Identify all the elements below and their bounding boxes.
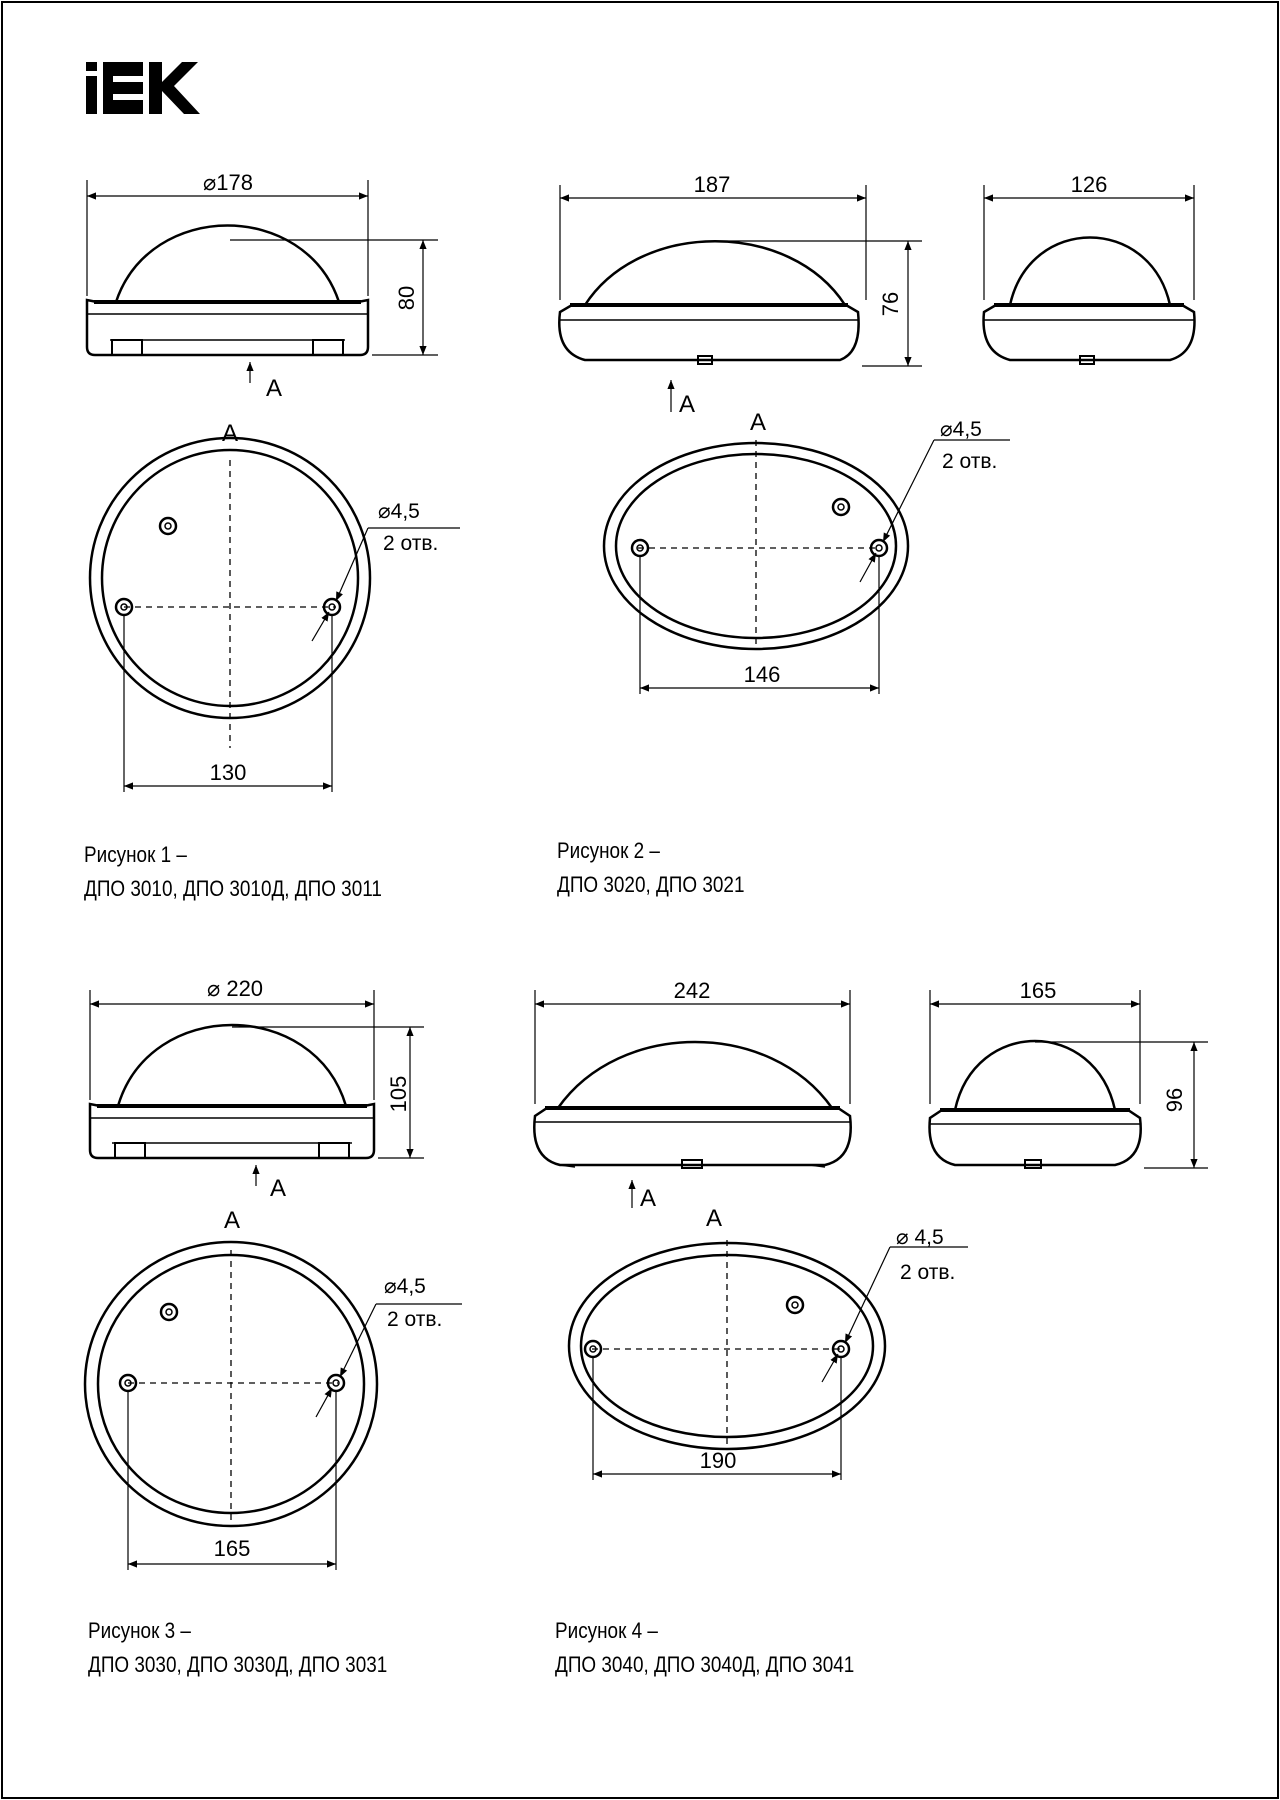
figure-2-depth-label: 126 [1070, 172, 1108, 197]
figure-2-hole-count: 2 отв. [942, 450, 998, 473]
figure-1-dimensions-bottom [124, 528, 460, 792]
figure-1-hole-count: 2 отв. [383, 532, 439, 555]
figure-2-width-label: 187 [693, 172, 731, 197]
figure-3-view-arrow-label: A [270, 1175, 287, 1202]
figure-4-hole-count: 2 отв. [900, 1261, 956, 1284]
figure-1-view-label: A [221, 420, 239, 447]
figure-2-height-label: 76 [878, 291, 903, 317]
figure-2-caption-title: Рисунок 2 – [557, 838, 660, 863]
figure-1-spacing-label: 130 [209, 760, 247, 785]
figure-1-side-labels [203, 170, 419, 402]
figure-2-side-labels [679, 172, 903, 418]
figure-3-caption [88, 1614, 387, 1682]
figure-4-view-label: A [705, 1205, 723, 1232]
figure-1-side-view [87, 226, 368, 356]
figure-3-width-label: 220 [226, 976, 264, 1001]
figure-4-caption [555, 1614, 854, 1682]
figure-4-side-view [534, 1042, 850, 1168]
svg-text:⌀ 4,5: ⌀ 4,5 [896, 1226, 944, 1249]
figure-1-caption-models: ДПО 3010, ДПО 3010Д, ДПО 3011 [84, 876, 382, 901]
figure-4-end-view [930, 1041, 1141, 1168]
figure-2-dimensions-bottom [640, 440, 1010, 694]
figure-4-caption-title: Рисунок 4 – [555, 1618, 658, 1643]
figure-3-hole-count: 2 отв. [387, 1308, 443, 1331]
figure-1-caption [84, 838, 382, 906]
figure-1-bottom-view [90, 438, 370, 748]
figure-4-hole-diameter: 4,5 [914, 1226, 944, 1249]
figure-4-bottom-view [569, 1240, 885, 1450]
figure-2-end-view [984, 238, 1195, 365]
figure-1-view-arrow-label: A [266, 375, 283, 402]
svg-text:⌀178: ⌀178 [203, 170, 253, 195]
figure-2-side-view [559, 241, 858, 364]
figure-3-hole-diameter: 4,5 [396, 1275, 426, 1298]
figure-1-height-label: 80 [394, 285, 419, 311]
figure-2-hole-diameter: 4,5 [952, 418, 982, 441]
figure-3-dimensions-side [90, 990, 424, 1186]
figure-3-dimensions-bottom [128, 1304, 462, 1570]
figure-4-width-label: 242 [673, 978, 711, 1003]
figure-4-end-labels [1020, 978, 1187, 1112]
figure-2-spacing-label: 146 [743, 662, 781, 687]
figure-4-depth-label: 165 [1019, 978, 1057, 1003]
figure-4-height-label: 96 [1162, 1087, 1187, 1113]
figure-3-side-labels [207, 976, 411, 1202]
figure-3-view-label: A [223, 1207, 241, 1234]
figure-2-view-arrow-label: A [679, 391, 696, 418]
svg-text:⌀ 220: ⌀ 220 [206, 976, 264, 1001]
figure-2-caption-models: ДПО 3020, ДПО 3021 [557, 872, 745, 897]
figure-4-bottom-labels [700, 1205, 956, 1473]
figure-2-view-label: A [749, 409, 767, 436]
svg-text:⌀4,5: ⌀4,5 [940, 418, 982, 441]
svg-text:⌀4,5: ⌀4,5 [384, 1275, 426, 1298]
iek-logo [86, 62, 200, 114]
figure-3-caption-title: Рисунок 3 – [88, 1618, 191, 1643]
figure-4-spacing-label: 190 [699, 1448, 737, 1473]
figure-1-hole-diameter: 4,5 [390, 500, 420, 523]
figure-4-caption-models: ДПО 3040, ДПО 3040Д, ДПО 3041 [555, 1652, 855, 1677]
figure-2-dimensions-side [560, 185, 922, 412]
figure-1-dimensions-side [87, 180, 438, 383]
figure-3-bottom-view [85, 1242, 377, 1526]
svg-text:⌀4,5: ⌀4,5 [378, 500, 420, 523]
figure-3-side-view [90, 1025, 374, 1158]
figure-3-height-label: 105 [386, 1075, 411, 1113]
figure-3-spacing-label: 165 [213, 1536, 251, 1561]
figure-4-side-labels [640, 978, 710, 1212]
figure-2-caption [557, 834, 744, 902]
figure-4-dimensions-side [535, 990, 850, 1208]
figure-1-caption-title: Рисунок 1 – [84, 842, 187, 867]
figure-4-dimensions-end [930, 990, 1208, 1168]
figure-3-caption-models: ДПО 3030, ДПО 3030Д, ДПО 3031 [88, 1652, 388, 1677]
figure-4-view-arrow-label: A [640, 1185, 657, 1212]
figure-1-width-label: 178 [216, 170, 253, 195]
figure-2-bottom-view [604, 440, 908, 650]
